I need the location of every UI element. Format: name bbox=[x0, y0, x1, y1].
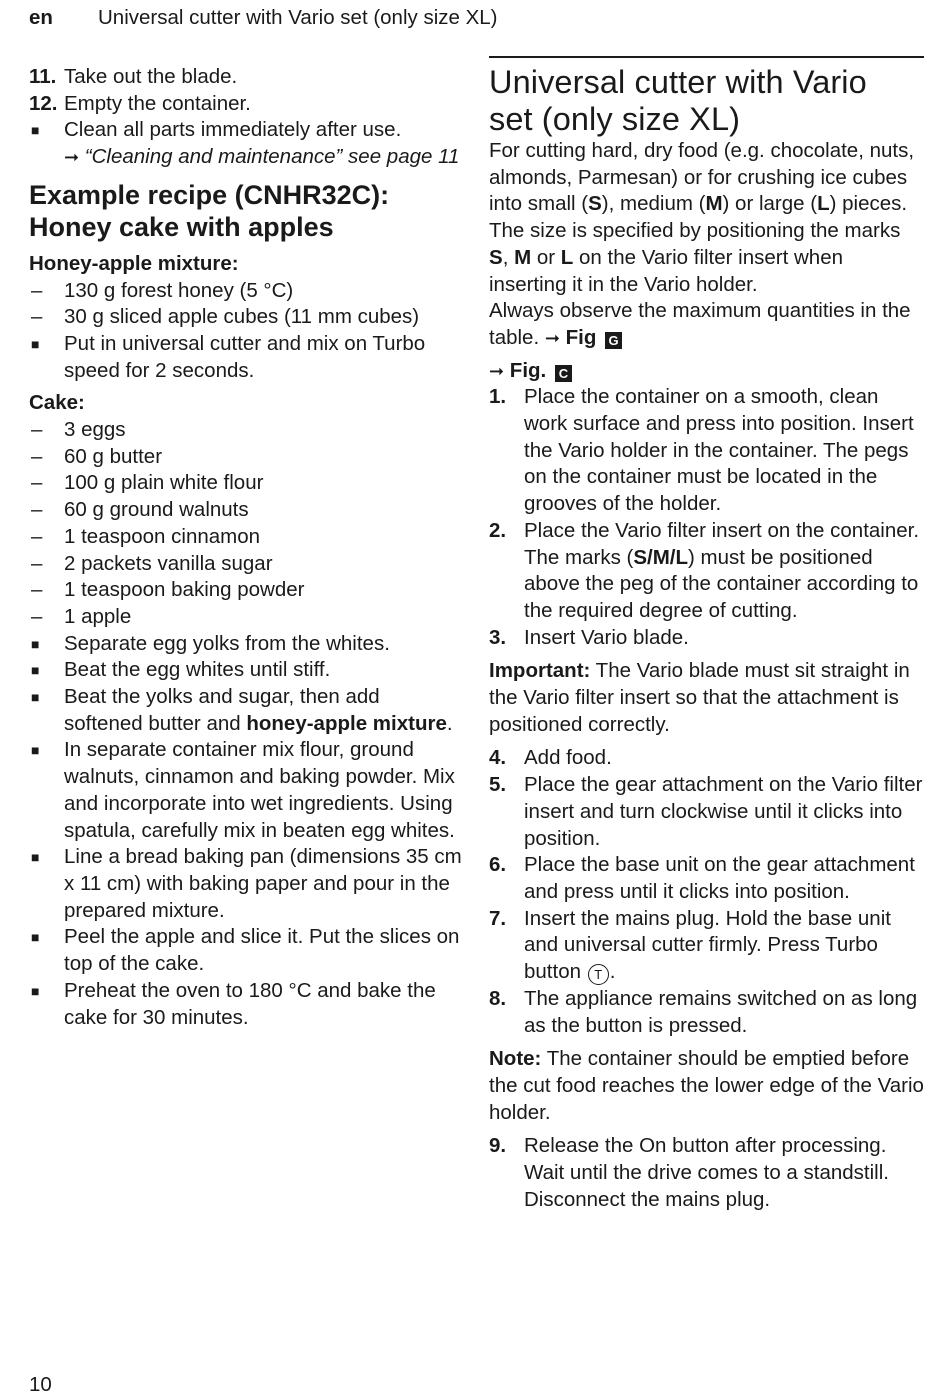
ingredient-text: 60 g ground walnuts bbox=[64, 498, 249, 522]
step-item bbox=[29, 64, 464, 91]
figure-reference: Fig bbox=[565, 325, 597, 349]
step-number: 6. bbox=[489, 853, 507, 877]
dash-bullet-icon: – bbox=[31, 418, 43, 442]
square-bullet-icon: ■ bbox=[31, 742, 40, 759]
ingredient-item bbox=[29, 604, 464, 631]
page-header bbox=[29, 5, 921, 35]
bullet-text: Peel the apple and slice it. Put the slices on top of the cake. bbox=[64, 925, 460, 976]
ingredient-text: 1 teaspoon cinnamon bbox=[64, 524, 261, 548]
ingredient-text: 30 g sliced apple cubes (11 mm cubes) bbox=[64, 305, 420, 329]
dash-bullet-icon: – bbox=[31, 551, 43, 575]
square-bullet-icon: ■ bbox=[31, 122, 40, 139]
section-title bbox=[489, 64, 924, 138]
step-item bbox=[489, 384, 924, 518]
section-title-line-2: set (only size XL) bbox=[489, 101, 741, 137]
square-bullet-icon: ■ bbox=[31, 982, 40, 999]
step-text: ) must be positioned above the peg of the container according to the required degree of cutting. bbox=[524, 545, 919, 622]
arrow-right-icon: ➞ bbox=[64, 147, 80, 168]
intro-paragraph bbox=[489, 138, 924, 298]
arrow-right-icon: ➞ bbox=[544, 327, 560, 348]
step-number: 8. bbox=[489, 986, 507, 1010]
note-label: Note: bbox=[489, 1047, 542, 1071]
important-label: Important: bbox=[489, 659, 591, 683]
step-number: 9. bbox=[489, 1134, 507, 1158]
dash-bullet-icon: – bbox=[31, 278, 43, 302]
step-item bbox=[489, 772, 924, 852]
step-text: Release the On button after processing. Wait until the drive comes to a standstill. Disconnect the mains plug. bbox=[524, 1134, 889, 1211]
mixture-heading: Honey-apple mixture: bbox=[29, 251, 239, 275]
bullet-item bbox=[29, 117, 464, 170]
dash-bullet-icon: – bbox=[31, 498, 43, 522]
intro-text: ) pieces. The size is specified by positioning the marks bbox=[489, 192, 908, 243]
cross-reference bbox=[64, 144, 464, 171]
step-number: 5. bbox=[489, 773, 507, 797]
step-item bbox=[489, 906, 924, 986]
ingredient-item bbox=[29, 497, 464, 524]
figure-label bbox=[489, 358, 924, 385]
bullet-item bbox=[29, 737, 464, 844]
step-text: The marks ( bbox=[524, 545, 634, 569]
dash-bullet-icon: – bbox=[31, 305, 43, 329]
bullet-text: Clean all parts immediately after use. bbox=[64, 118, 402, 142]
step-item bbox=[29, 91, 464, 118]
square-bullet-icon: ■ bbox=[31, 635, 40, 652]
step-text: Insert the mains plug. Hold the base unit and universal cutter firmly. Press Turbo button bbox=[524, 906, 891, 984]
bullet-text: Beat the egg whites until stiff. bbox=[64, 658, 331, 682]
ingredient-text: 100 g plain white flour bbox=[64, 471, 264, 495]
step-text: Place the Vario filter insert on the container. bbox=[524, 518, 920, 542]
arrow-right-icon: ➞ bbox=[489, 360, 505, 381]
ingredient-item bbox=[29, 417, 464, 444]
bullet-item bbox=[29, 844, 464, 924]
running-title: Universal cutter with Vario set (only size XL) bbox=[98, 6, 498, 29]
square-bullet-icon: ■ bbox=[31, 689, 40, 706]
step-number: 1. bbox=[489, 385, 507, 409]
size-marks: S/M/L bbox=[633, 545, 689, 569]
recipe-title-line-2: Honey cake with apples bbox=[29, 211, 334, 242]
ingredient-item bbox=[29, 470, 464, 497]
recipe-title-line-1: Example recipe (CNHR32C): bbox=[29, 179, 390, 210]
turbo-button-icon: T bbox=[588, 964, 609, 985]
language-code: en bbox=[29, 6, 53, 29]
ingredient-item bbox=[29, 524, 464, 551]
ingredient-item bbox=[29, 278, 464, 305]
ingredient-item bbox=[29, 444, 464, 471]
important-note bbox=[489, 658, 924, 738]
step-number: 3. bbox=[489, 625, 507, 649]
recipe-title bbox=[29, 179, 464, 243]
bullet-text: Preheat the oven to 180 °C and bake the cake for 30 minutes. bbox=[64, 978, 436, 1029]
important-text: The Vario blade must sit straight in the Vario filter insert so that the attachment is positioned correctly. bbox=[489, 659, 910, 736]
observe-paragraph bbox=[489, 298, 924, 351]
figure-letter-badge: G bbox=[605, 332, 622, 349]
bullet-text: In separate container mix flour, ground walnuts, cinnamon and baking powder. Mix and incorporate into wet ingredients. Using spatula, carefully mix in beaten egg whites. bbox=[64, 738, 455, 842]
note bbox=[489, 1046, 924, 1126]
step-text: Add food. bbox=[524, 746, 612, 770]
bullet-text-end: . bbox=[446, 711, 453, 735]
figure-letter-badge: C bbox=[555, 365, 572, 382]
step-text: Empty the container. bbox=[64, 91, 251, 115]
dash-bullet-icon: – bbox=[31, 578, 43, 602]
intro-text: , bbox=[502, 245, 515, 269]
step-item bbox=[489, 1133, 924, 1213]
step-number: 7. bbox=[489, 906, 507, 930]
step-text-end: . bbox=[609, 960, 616, 984]
cake-heading: Cake: bbox=[29, 391, 85, 415]
section-divider bbox=[489, 56, 924, 58]
size-mark: L bbox=[817, 192, 830, 216]
ingredient-text: 3 eggs bbox=[64, 418, 126, 442]
step-text: Place the base unit on the gear attachment and press until it clicks into position. bbox=[524, 853, 915, 903]
step-item bbox=[489, 745, 924, 772]
figure-label-text: Fig. bbox=[509, 358, 547, 382]
dash-bullet-icon: – bbox=[31, 471, 43, 495]
right-column bbox=[489, 56, 924, 1213]
page-number: 10 bbox=[29, 1373, 52, 1396]
square-bullet-icon: ■ bbox=[31, 929, 40, 946]
step-number: 12. bbox=[29, 91, 58, 115]
ingredient-text: 60 g butter bbox=[64, 444, 163, 468]
bullet-text: Separate egg yolks from the whites. bbox=[64, 631, 390, 655]
step-text: Insert Vario blade. bbox=[524, 625, 689, 649]
left-column bbox=[29, 64, 464, 1031]
intro-text: For cutting hard, dry food (e.g. chocolate, nuts, almonds, Parmesan) or for crushing ice cubes into small ( bbox=[489, 139, 915, 216]
step-item bbox=[489, 986, 924, 1039]
step-item bbox=[489, 518, 924, 625]
observe-text: Always observe the maximum quantities in the table. bbox=[489, 299, 911, 349]
bold-term: honey-apple mixture bbox=[246, 711, 447, 735]
bullet-text: Put in universal cutter and mix on Turbo speed for 2 seconds. bbox=[64, 331, 426, 382]
size-mark: L bbox=[560, 245, 574, 269]
bullet-text: Beat the yolks and sugar, then add softened butter and bbox=[64, 685, 380, 735]
size-mark: M bbox=[514, 245, 532, 269]
intro-text: ), medium ( bbox=[601, 192, 706, 216]
cross-reference-text: “Cleaning and maintenance” see page 11 bbox=[84, 145, 460, 169]
dash-bullet-icon: – bbox=[31, 524, 43, 548]
step-text: Place the gear attachment on the Vario filter insert and turn clockwise until it clicks into position. bbox=[524, 773, 923, 850]
ingredient-text: 1 teaspoon baking powder bbox=[64, 578, 305, 602]
ingredient-item bbox=[29, 304, 464, 331]
intro-text: ) or large ( bbox=[722, 192, 818, 216]
step-number: 11. bbox=[29, 65, 57, 88]
step-text: Place the container on a smooth, clean work surface and press into position. Insert the Vario holder in the container. The pegs on the container must be located in the grooves of the holder. bbox=[524, 385, 914, 516]
ingredient-item bbox=[29, 577, 464, 604]
size-mark: M bbox=[705, 192, 723, 216]
dash-bullet-icon: – bbox=[31, 444, 43, 468]
step-item bbox=[489, 852, 924, 905]
bullet-item bbox=[29, 978, 464, 1031]
square-bullet-icon: ■ bbox=[31, 662, 40, 679]
square-bullet-icon: ■ bbox=[31, 849, 40, 866]
ingredient-text: 130 g forest honey (5 °C) bbox=[64, 278, 294, 302]
step-number: 4. bbox=[489, 746, 507, 770]
size-mark: S bbox=[588, 192, 602, 216]
step-text: The appliance remains switched on as long as the button is pressed. bbox=[524, 986, 918, 1037]
square-bullet-icon: ■ bbox=[31, 335, 40, 352]
intro-text: or bbox=[531, 245, 561, 269]
ingredient-item bbox=[29, 551, 464, 578]
step-number: 2. bbox=[489, 518, 507, 542]
ingredient-text: 2 packets vanilla sugar bbox=[64, 551, 273, 575]
note-text: The container should be emptied before the cut food reaches the lower edge of the Vario holder. bbox=[489, 1047, 924, 1124]
bullet-item bbox=[29, 331, 464, 384]
dash-bullet-icon: – bbox=[31, 604, 43, 628]
section-title-line-1: Universal cutter with Vario bbox=[489, 64, 867, 100]
step-text: Take out the blade. bbox=[64, 65, 238, 88]
bullet-item bbox=[29, 657, 464, 684]
ingredient-text: 1 apple bbox=[64, 604, 132, 628]
bullet-item bbox=[29, 631, 464, 658]
size-mark: S bbox=[489, 245, 503, 269]
bullet-item bbox=[29, 924, 464, 977]
bullet-text: Line a bread baking pan (dimensions 35 cm x 11 cm) with baking paper and pour in the prepared mixture. bbox=[64, 845, 462, 922]
bullet-item bbox=[29, 684, 464, 737]
intro-text: on the Vario filter insert when inserting it in the Vario holder. bbox=[489, 245, 844, 296]
step-item bbox=[489, 625, 924, 652]
